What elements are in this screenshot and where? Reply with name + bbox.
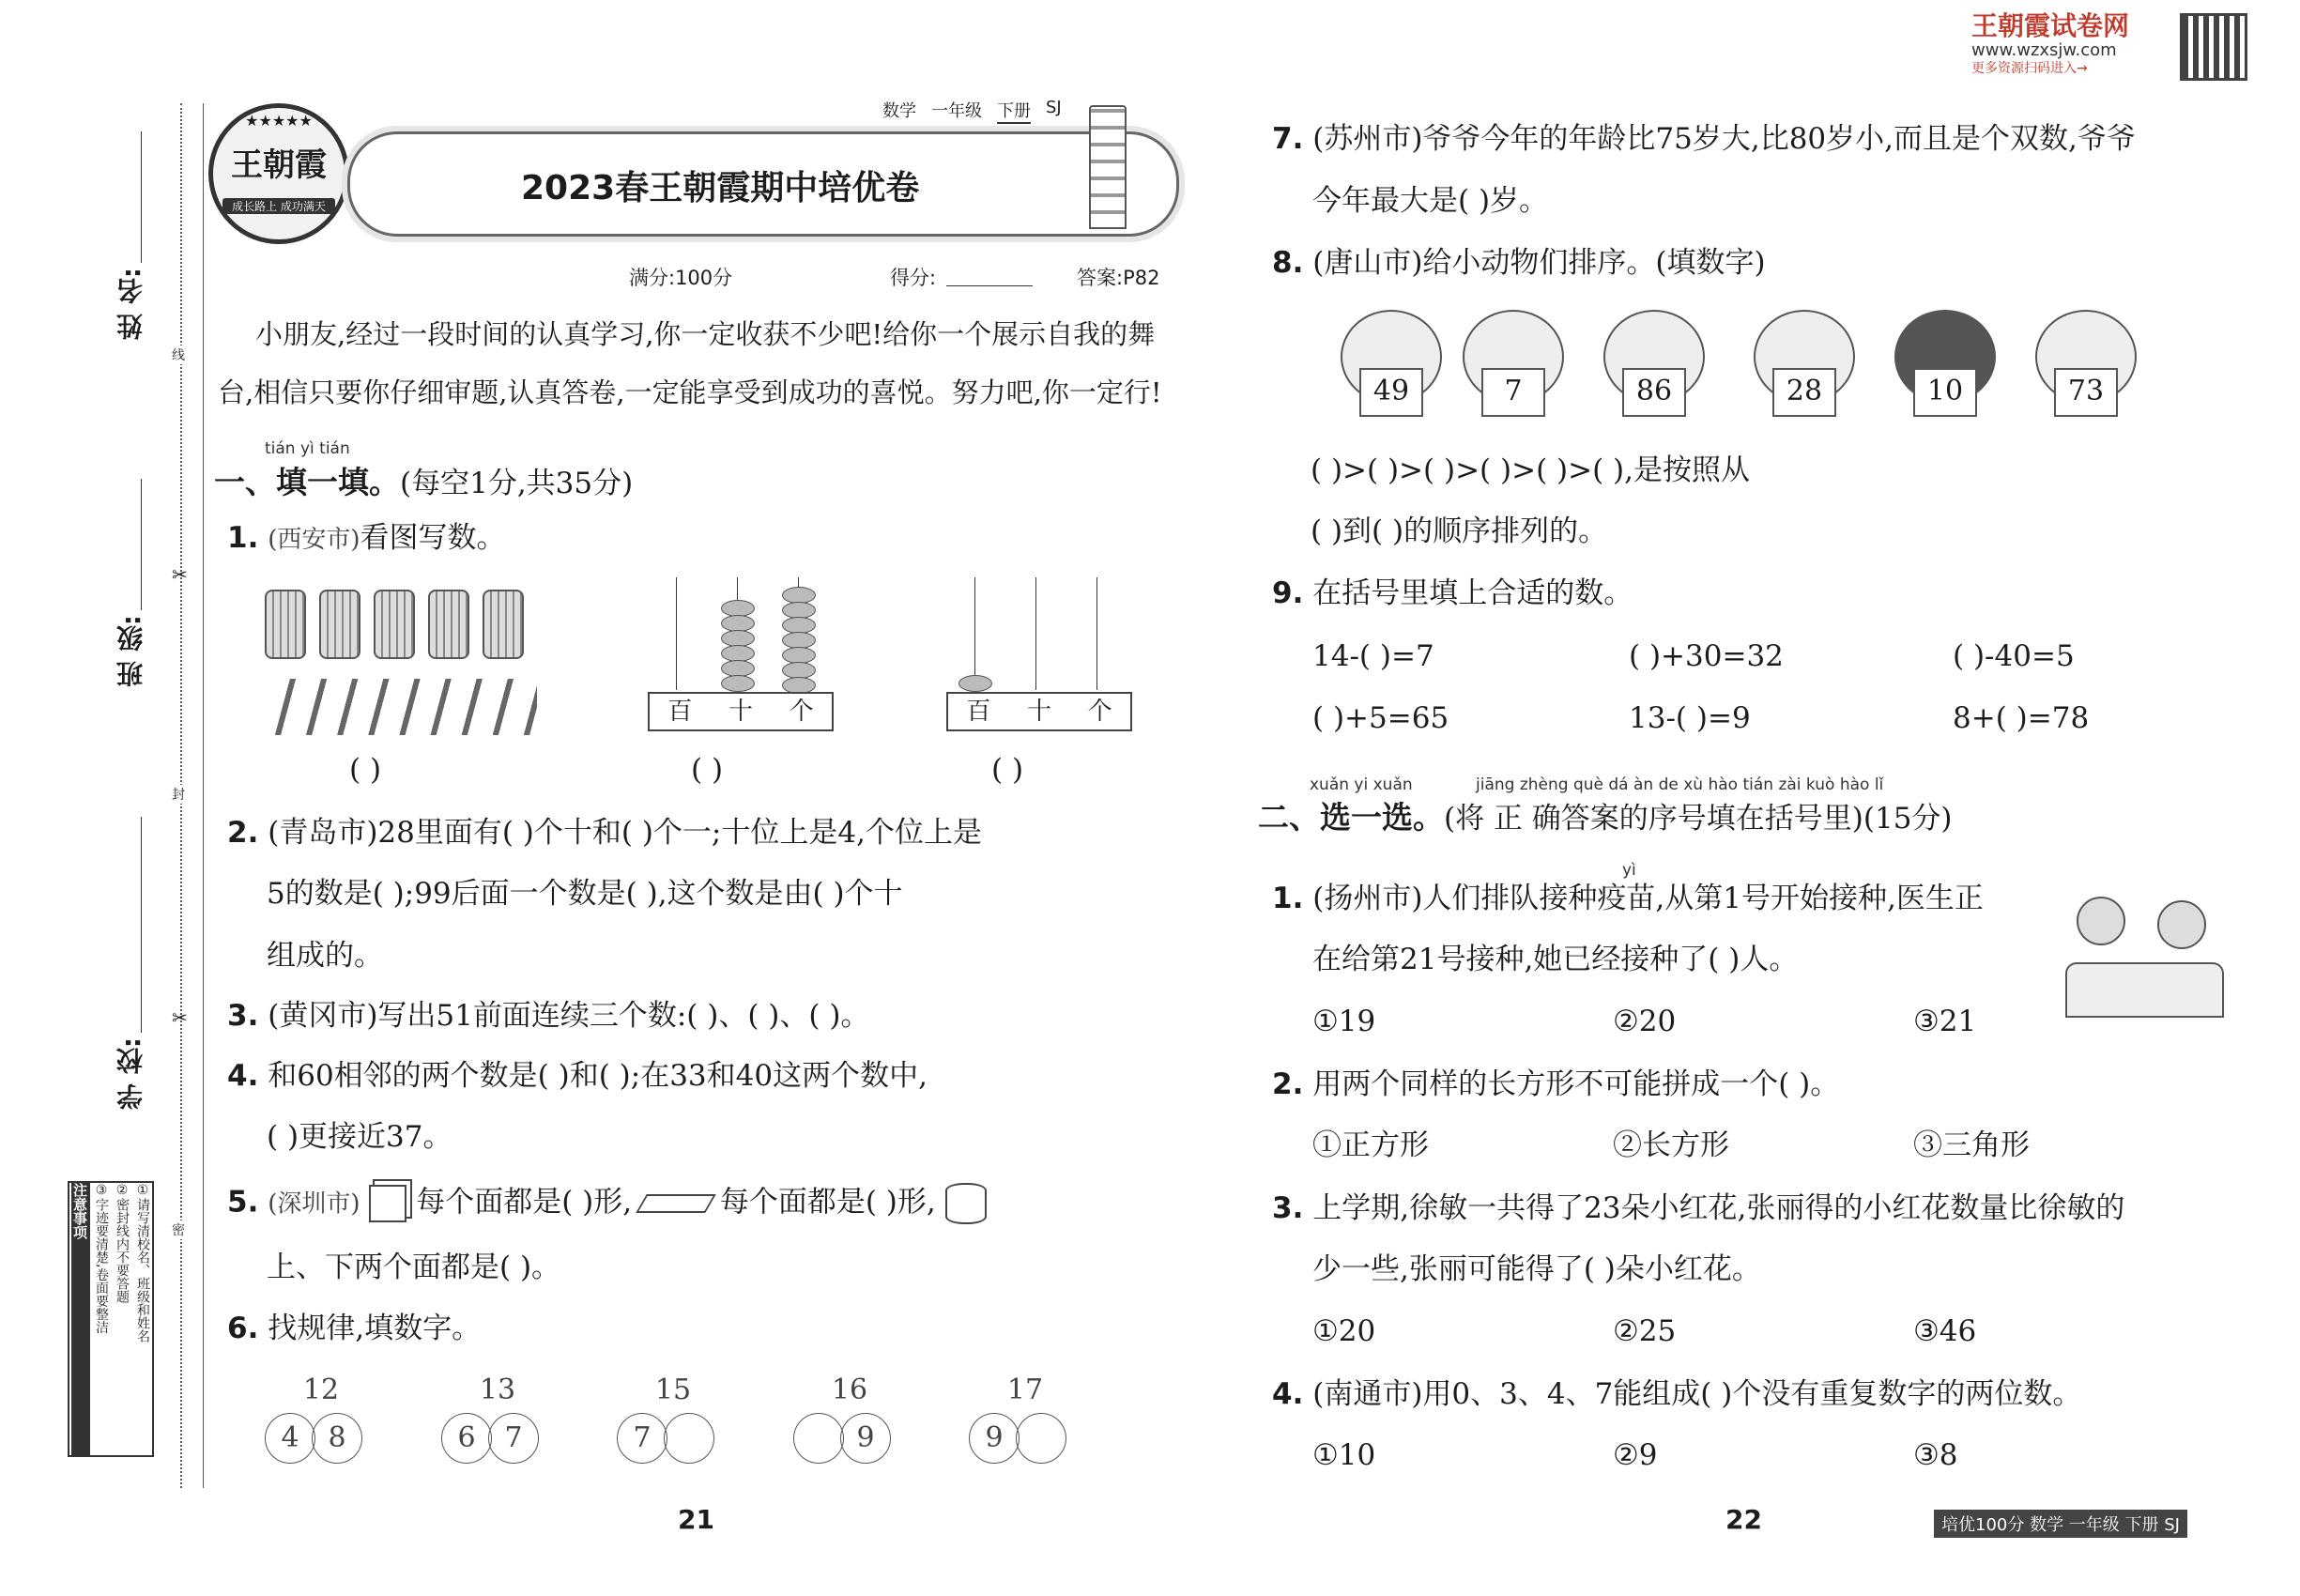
notice-box [68,1181,154,1457]
split-top: 12 [302,1373,340,1406]
abacus-bead [721,675,755,692]
animal-card: 7 [1481,368,1545,417]
animal-dog [1596,310,1709,432]
split-left[interactable]: 9 [969,1413,1020,1464]
abacus-bead [958,675,992,692]
animal-rabbit [1746,310,1859,432]
choice-2 [1272,1066,1839,1103]
abacus-label-hundreds: 百 [966,698,991,726]
number-split-group-3 [617,1366,729,1469]
abacus-label-ones: 个 [789,698,814,726]
bundle-icon [319,590,360,659]
q9-equation[interactable]: 8+( )=78 [1953,701,2090,735]
cut-mark-mi: 密 [172,1220,185,1239]
page-number-right: 22 [1725,1504,1762,1535]
cylinder-icon [945,1183,987,1224]
abacus-base [648,692,834,731]
q2-text-1: (青岛市)28里面有( )个十和( )个一;十位上是4,个位上是 [268,816,982,850]
split-right[interactable]: 8 [312,1413,362,1464]
question-6 [227,1310,481,1347]
choice-3-line-1 [1272,1189,2124,1227]
q9-equation[interactable]: ( )-40=5 [1953,639,2075,673]
abacus-2 [946,577,1134,732]
split-right[interactable] [664,1413,714,1464]
logo-stars: ★★★★★ [245,112,313,130]
q5-number: 5. [227,1185,259,1220]
c1-option-2[interactable]: ②20 [1613,1005,1677,1038]
q1-number: 1. [227,521,259,555]
q8-answer-line-2[interactable]: ( )到( )的顺序排列的。 [1311,514,1608,548]
q6-text: 找规律,填数字。 [268,1312,482,1345]
c3-option-2[interactable]: ②25 [1613,1314,1677,1348]
split-left[interactable]: 7 [617,1413,667,1464]
c3-number: 3. [1272,1191,1304,1225]
abacus-1 [648,577,836,732]
q9-equation[interactable]: ( )+5=65 [1312,701,1449,735]
school-label: 学 校: [115,1037,146,1110]
abacus-label-tens: 十 [1026,698,1051,726]
question-2-line-2: 5的数是( );99后面一个数是( ),这个数是由( )个十 [267,877,903,911]
question-2-line-1 [227,814,982,852]
c4-option-3[interactable]: ③8 [1913,1438,1958,1472]
choice-1-line-1 [1272,880,1984,917]
full-score: 满分:100分 [629,267,733,289]
q9-equation[interactable]: 13-( )=9 [1629,701,1751,735]
c2-option-3[interactable]: ③三角形 [1913,1128,2030,1162]
animal-bear [1333,310,1446,432]
school-field[interactable] [141,817,142,1033]
q1-answer-blank-3[interactable]: ( ) [991,753,1024,787]
brand-tagline: 更多资源扫码进入→ [1971,61,2088,76]
brand-name: 王朝霞试卷网 [1971,10,2130,41]
brand-url[interactable]: www.wzxsjw.com [1971,40,2117,60]
q1-text: 看图写数。 [360,521,506,555]
footer-tag: 培优100分 数学 一年级 下册 SJ [1934,1510,2187,1538]
animal-penguin [1887,310,2000,432]
q8-text: (唐山市)给小动物们排序。(填数字) [1312,246,1766,280]
animal-monkey [1455,310,1568,432]
question-9 [1272,575,1633,612]
number-split-group-1 [265,1366,377,1469]
cut-mark-feng: 封 [172,785,185,804]
choice-3-line-2: 少一些,张丽可能得了( )朵小红花。 [1312,1252,1761,1286]
q1-city: (西安市) [268,526,360,554]
q9-equation[interactable]: 14-( )=7 [1312,639,1434,673]
cuboid-icon [636,1194,716,1213]
c1-text-1: (扬州市)人们排队接种疫苗,从第1号开始接种,医生正 [1312,882,1984,915]
section2-pinyin-note: jiāng zhèng què dá àn de xù hào tián zài kuò hào lǐ [1476,775,1884,794]
split-left[interactable] [793,1413,844,1464]
person-icon [2157,900,2206,949]
split-right[interactable]: 9 [840,1413,891,1464]
question-1 [227,519,506,559]
subject-tags [882,98,1062,124]
intro-line-2: 台,相信只要你仔细审题,认真答卷,一定能享受到成功的喜悦。努力吧,你一定行! [218,376,1162,408]
q7-text-1: (苏州市)爷爷今年的年龄比75岁大,比80岁小,而且是个双数,爷爷 [1312,122,2136,156]
animal-card: 28 [1772,368,1836,417]
name-field[interactable] [141,131,142,263]
c2-option-2[interactable]: ②长方形 [1613,1128,1729,1162]
qr-code-icon[interactable] [2180,13,2247,81]
section2-pinyin: xuǎn yi xuǎn [1310,775,1413,794]
q3-number: 3. [227,999,259,1033]
number-split-group-5 [969,1366,1081,1469]
c3-text-1: 上学期,徐敏一共得了23朵小红花,张丽得的小红花数量比徐敏的 [1312,1191,2125,1225]
question-3 [227,997,869,1035]
logo-ribbon: 成长路上 成功满天 [222,198,335,214]
question-5-line-1 [227,1183,987,1224]
score-label: 得分: [890,267,937,289]
intro-line-1: 小朋友,经过一段时间的认真学习,你一定收获不少吧!给你一个展示自我的舞 [255,318,1156,350]
section1-note: (每空1分,共35分) [400,467,634,500]
split-left[interactable]: 6 [441,1413,492,1464]
question-7-line-2: 今年最大是( )岁。 [1312,184,1549,218]
abacus-base [946,692,1132,731]
abacus-label-hundreds: 百 [667,698,693,726]
name-label: 姓 名: [115,268,146,340]
bundle-icon [483,590,524,659]
q9-number: 9. [1272,576,1304,610]
q3-text: (黄冈市)写出51前面连续三个数:( )、( )、( )。 [268,999,870,1033]
animal-card: 10 [1913,368,1977,417]
split-right[interactable]: 7 [488,1413,539,1464]
split-top: 17 [1006,1373,1044,1406]
vaccination-illustration [2065,897,2220,1023]
section2-note: (将 正 确答案的序号填在括号里)(15分) [1444,802,1953,836]
page-title: 2023春王朝霞期中培优卷 [521,169,920,207]
c2-text: 用两个同样的长方形不可能拼成一个( )。 [1312,1067,1840,1101]
question-4-line-2: ( )更接近37。 [267,1120,452,1154]
score-field[interactable] [946,285,1033,286]
stick-bundles-figure [265,590,537,740]
tag-volume: 下册 [997,98,1031,124]
notice-item: ②密封线内不要答题 [115,1183,130,1303]
tag-grade: 一年级 [931,101,982,121]
class-field[interactable] [141,479,142,610]
question-2-line-3: 组成的。 [267,939,383,973]
animal-card: 86 [1622,368,1686,417]
section2-heading [1258,793,1953,837]
q8-answer-line-1[interactable]: ( )>( )>( )>( )>( )>( ),是按照从 [1311,453,1750,487]
animal-card: 73 [2054,368,2118,417]
cut-mark-xian: 线 [172,345,185,364]
c4-option-1[interactable]: ①10 [1312,1438,1376,1472]
answer-ref: 答案:P82 [1077,267,1160,289]
q9-text: 在括号里填上合适的数。 [1312,576,1633,610]
q9-equation[interactable]: ( )+30=32 [1629,639,1784,673]
number-split-group-4 [793,1366,906,1469]
animal-card: 49 [1359,368,1423,417]
notice-item: ③字迹要清楚,卷面要整洁 [94,1183,109,1334]
number-split-group-2 [441,1366,554,1469]
q8-number: 8. [1272,246,1304,280]
c4-number: 4. [1272,1377,1304,1411]
q2-number: 2. [227,816,259,850]
c4-option-2[interactable]: ②9 [1613,1438,1658,1472]
logo-text: 王朝霞 [231,146,327,184]
section1-title: 一、填一填。 [214,464,400,500]
c2-number: 2. [1272,1067,1304,1101]
abacus-label-ones: 个 [1087,698,1112,726]
binding-solid-line [203,103,204,1488]
c1-option-3[interactable]: ③21 [1913,1005,1977,1038]
q1-answer-blank-2[interactable]: ( ) [691,753,724,787]
c1-number: 1. [1272,882,1304,915]
c3-option-3[interactable]: ③46 [1913,1314,1977,1348]
q5-city: (深圳市) [268,1189,360,1219]
bundle-icon [265,590,306,659]
section1-heading [214,458,633,502]
split-top: 13 [479,1373,516,1406]
c2-option-1[interactable]: ①正方形 [1312,1128,1429,1162]
abacus-label-tens: 十 [728,698,753,726]
c3-option-1[interactable]: ①20 [1312,1314,1376,1348]
question-8 [1272,244,1766,282]
q6-number: 6. [227,1312,259,1345]
section2-title: 二、选一选。 [1258,799,1444,836]
person-icon [2077,897,2125,945]
choice-4 [1272,1375,2081,1413]
c1-pinyin: yì [1622,861,1636,880]
question-7-line-1 [1272,120,2136,158]
split-top: 15 [654,1373,692,1406]
notice-title: 注意事项 [71,1183,90,1455]
split-right[interactable] [1016,1413,1066,1464]
c1-option-1[interactable]: ①19 [1312,1005,1376,1038]
notice-item: ①请写清校名、班级和姓名 [135,1183,150,1343]
table-icon [2065,962,2224,1018]
logo-badge [208,103,349,244]
lighthouse-icon [1089,105,1127,229]
q5-text-2: 每个面都是( )形, [416,1185,633,1220]
bundle-icon [428,590,469,659]
tag-edition: SJ [1046,98,1062,117]
bundle-icon [374,590,415,659]
question-4-line-1 [227,1057,928,1095]
q7-number: 7. [1272,122,1304,156]
q5-text-3: 每个面都是( )形, [719,1185,936,1220]
tag-subject: 数学 [882,101,916,121]
question-5-line-2: 上、下两个面都是( )。 [267,1251,561,1284]
scissors-icon: ✂ [172,1006,188,1029]
scissors-icon: ✂ [172,563,188,586]
q4-text-1: 和60相邻的两个数是( )和( );在33和40这两个数中, [268,1059,928,1093]
page-number-left: 21 [678,1504,714,1535]
cube-icon [369,1185,406,1222]
q1-answer-blank-1[interactable]: ( ) [349,753,382,787]
choice-1-line-2: 在给第21号接种,她已经接种了( )人。 [1312,943,1799,976]
animal-cat [2028,310,2140,432]
q4-number: 4. [227,1059,259,1093]
split-left[interactable]: 4 [265,1413,315,1464]
loose-sticks [265,679,537,735]
section1-pinyin: tián yì tián [265,439,350,458]
c4-text: (南通市)用0、3、4、7能组成( )个没有重复数字的两位数。 [1312,1377,2082,1411]
class-label: 班 级: [115,615,146,687]
split-top: 16 [831,1373,868,1406]
